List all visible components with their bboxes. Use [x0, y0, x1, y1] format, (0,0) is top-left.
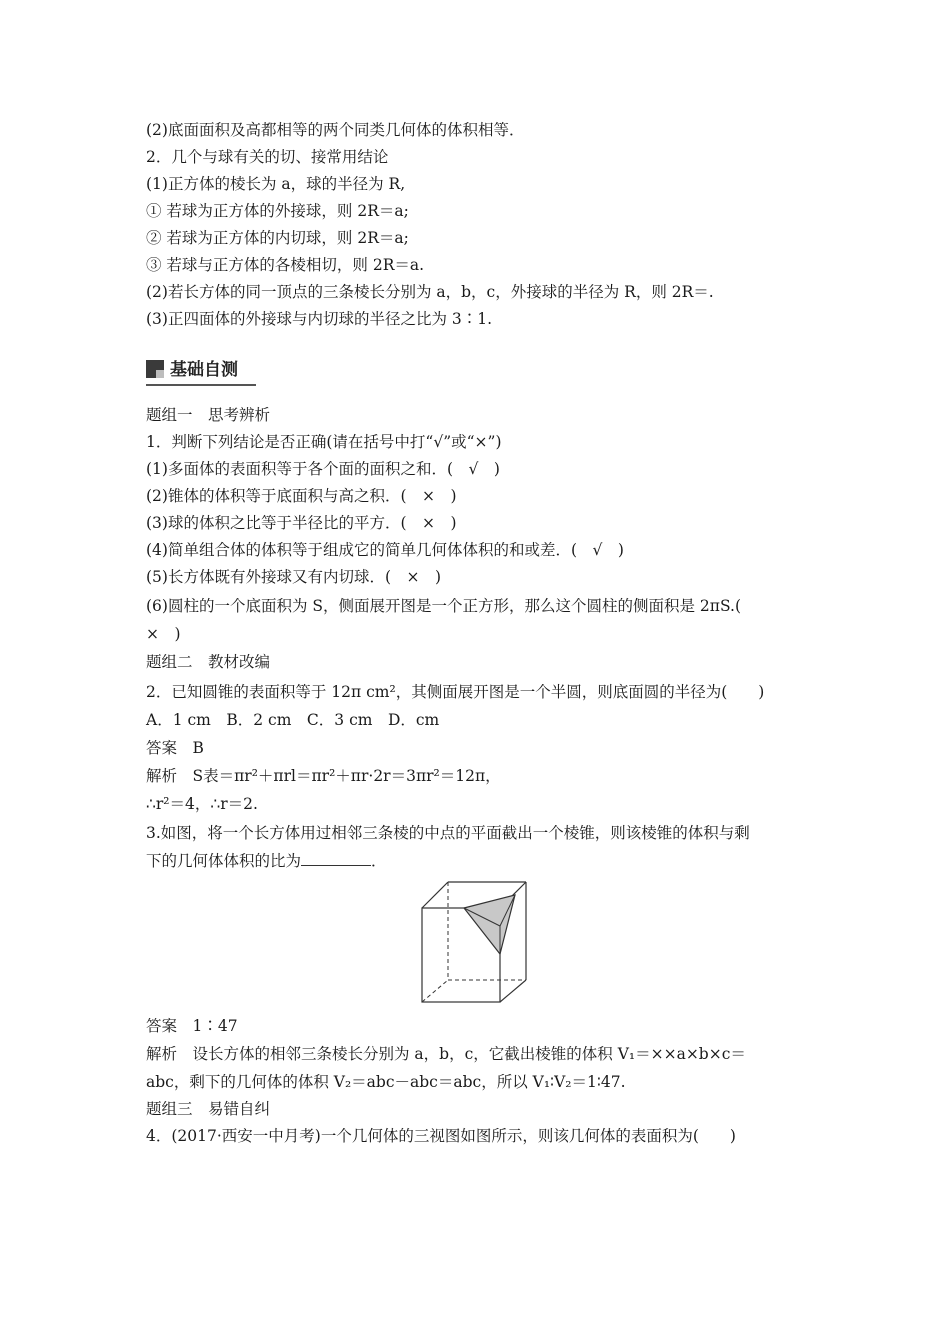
group-heading: 题组二 教材改编 — [146, 653, 271, 671]
question-line: 2．已知圆锥的表面积等于 12π cm²，其侧面展开图是一个半圆，则底面圆的半径为( ) — [146, 683, 765, 701]
analysis-line: abc，剩下的几何体的体积 V₂＝abc－abc＝abc，所以 V₁∶V₂＝1∶47. — [146, 1073, 626, 1091]
question-text: 下的几何体体积的比为 — [146, 852, 302, 870]
choices-line: A．1 cm B．2 cm C．3 cm D．cm — [146, 711, 440, 729]
analysis-line: 解析 设长方体的相邻三条棱长分别为 a，b，c，它截出棱锥的体积 V₁＝××a×b×c＝ — [146, 1045, 746, 1063]
section-square-icon — [146, 360, 164, 378]
text-line: (2)底面面积及高都相等的两个同类几何体的体积相等． — [146, 121, 525, 139]
cuboid-pyramid-figure — [418, 878, 530, 1006]
statement-line: (5)长方体既有外接球又有内切球．( × ) — [146, 568, 442, 586]
statement-line: × ) — [146, 625, 181, 643]
answer-line: 答案 1∶47 — [146, 1017, 238, 1035]
answer-line: 答案 B — [146, 739, 204, 757]
question-line: 4．(2017·西安一中月考)一个几何体的三视图如图所示，则该几何体的表面积为( ) — [146, 1127, 736, 1145]
text-line: (2)若长方体的同一顶点的三条棱长分别为 a，b，c，外接球的半径为 R，则 2R＝. — [146, 283, 714, 301]
text-line: 2．几个与球有关的切、接常用结论 — [146, 148, 389, 166]
cut-triangle — [464, 895, 515, 954]
hidden-edge — [422, 980, 448, 1002]
answer-blank — [301, 851, 371, 866]
question-line: 3.如图，将一个长方体用过相邻三条棱的中点的平面截出一个棱锥，则该棱锥的体积与剩 — [146, 824, 750, 842]
text-line: ② 若球为正方体的内切球，则 2R＝a; — [146, 229, 409, 247]
text-line: ① 若球为正方体的外接球，则 2R＝a; — [146, 202, 409, 220]
edge — [500, 980, 526, 1002]
statement-line: (1)多面体的表面积等于各个面的面积之和．( √ ) — [146, 460, 500, 478]
statement-line: (3)球的体积之比等于半径比的平方．( × ) — [146, 514, 457, 532]
statement-line: (4)简单组合体的体积等于组成它的简单几何体体积的和或差．( √ ) — [146, 541, 624, 559]
analysis-line: 解析 S表＝πr²＋πrl＝πr²＋πr·2r＝3πr²＝12π， — [146, 767, 501, 785]
text-line: (3)正四面体的外接球与内切球的半径之比为 3∶1. — [146, 310, 493, 328]
question-line — [146, 851, 387, 871]
question-end: ． — [371, 852, 387, 870]
text-line: ③ 若球与正方体的各棱相切，则 2R＝a. — [146, 256, 425, 274]
section-title: 基础自测 — [170, 360, 238, 380]
group-heading: 题组三 易错自纠 — [146, 1100, 271, 1118]
text-line: (1)正方体的棱长为 a，球的半径为 R, — [146, 175, 406, 193]
analysis-line: ∴r²＝4，∴r＝2. — [146, 795, 258, 813]
group-heading: 题组一 思考辨析 — [146, 406, 271, 424]
section-underline — [146, 384, 256, 386]
edge — [422, 882, 448, 908]
section-header — [146, 357, 256, 383]
question-line: 1．判断下列结论是否正确(请在括号中打“√”或“×”) — [146, 433, 502, 451]
statement-line: (2)锥体的体积等于底面积与高之积．( × ) — [146, 487, 457, 505]
statement-line: (6)圆柱的一个底面积为 S，侧面展开图是一个正方形，那么这个圆柱的侧面积是 2πS.( — [146, 597, 742, 615]
